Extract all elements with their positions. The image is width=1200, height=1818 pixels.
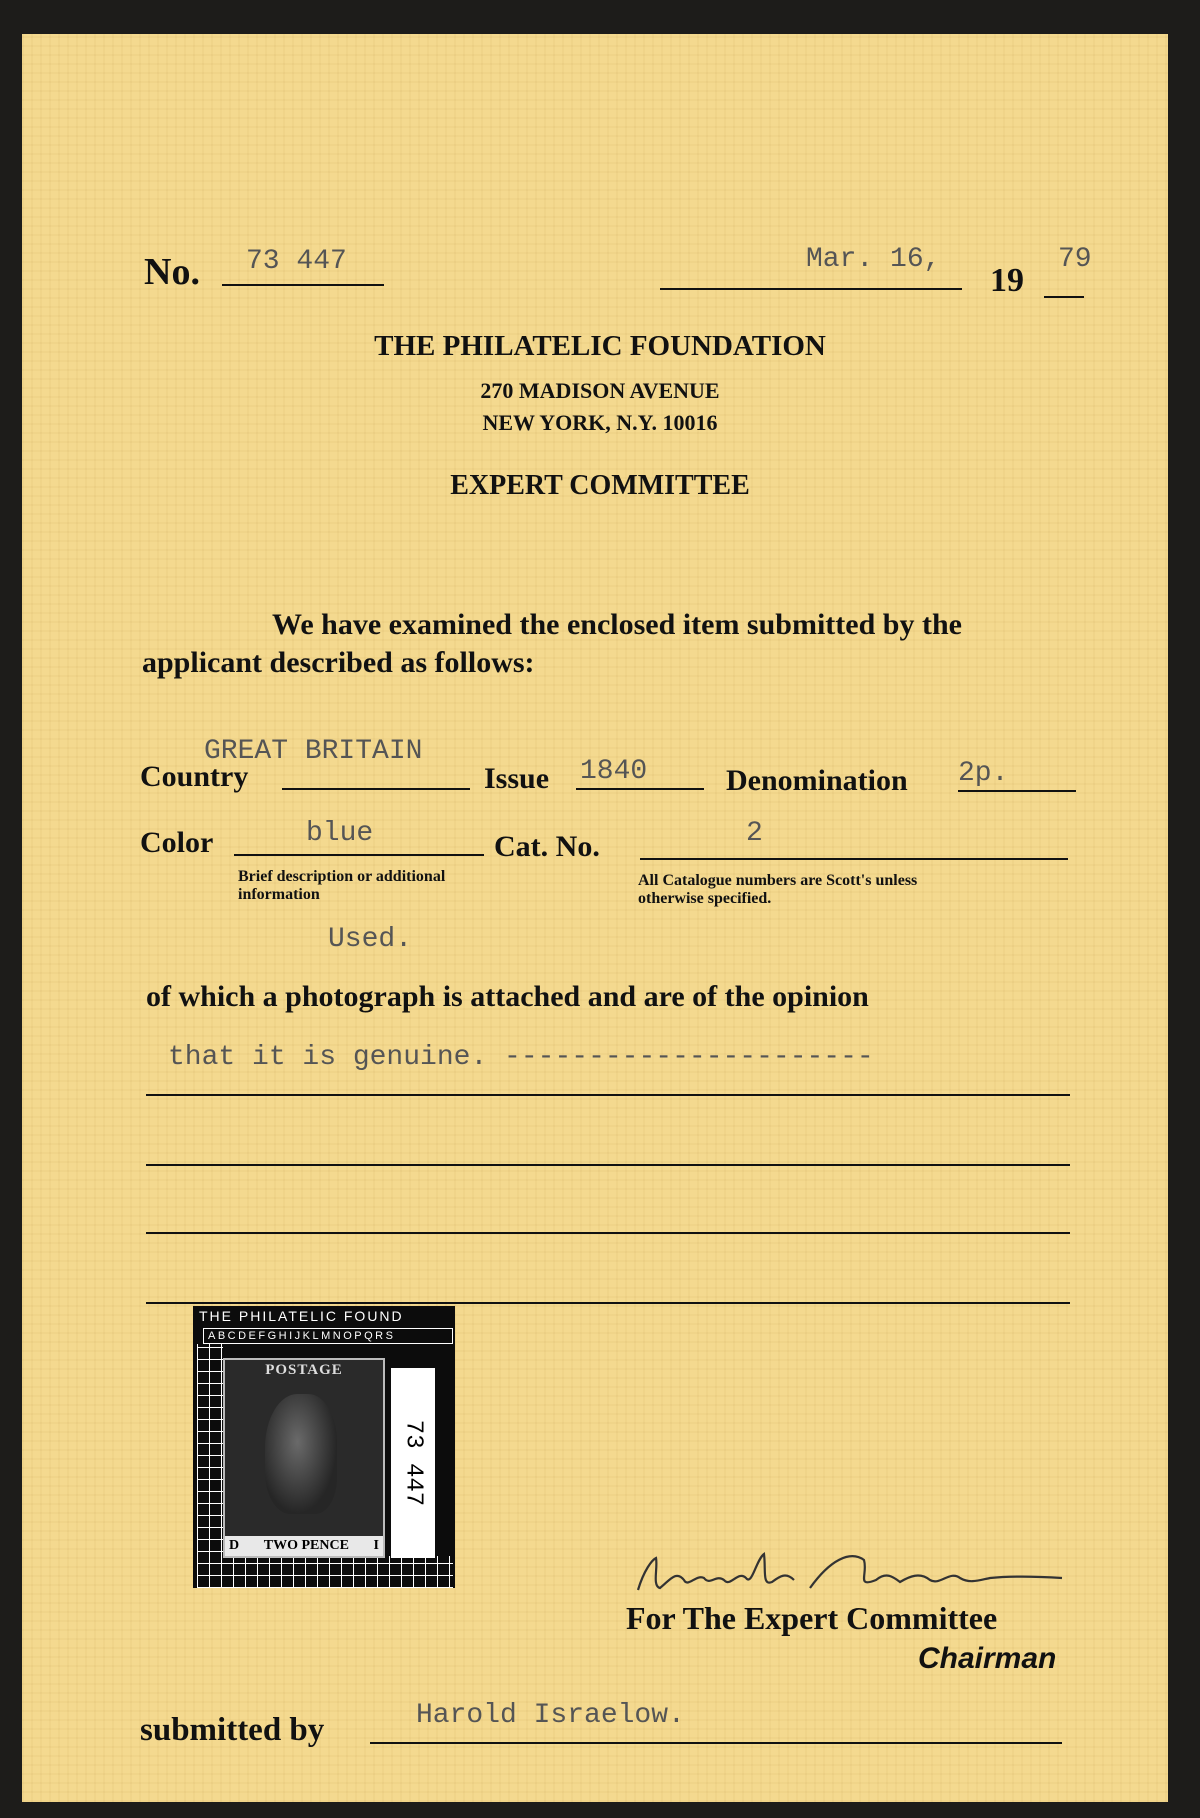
number-rule <box>222 284 384 286</box>
submitted-value: Harold Israelow. <box>416 1700 685 1731</box>
issue-value: 1840 <box>580 756 648 787</box>
submitted-label: submitted by <box>140 1712 325 1748</box>
stamp-image <box>223 1358 385 1558</box>
color-label: Color <box>140 826 214 859</box>
org-name: THE PHILATELIC FOUNDATION <box>374 330 826 362</box>
committee-line: For The Expert Committee <box>626 1600 998 1636</box>
intro-line2: applicant described as follows: <box>142 646 535 679</box>
opinion-rule-4 <box>146 1302 1070 1304</box>
denomination-rule <box>958 790 1076 792</box>
color-value: blue <box>306 818 374 849</box>
opinion-value: that it is genuine. ---------------------- <box>168 1042 874 1073</box>
corner-left: D <box>229 1538 240 1553</box>
date-rule <box>660 288 962 290</box>
stamp-bottom-text <box>225 1536 383 1556</box>
issue-label: Issue <box>484 762 550 795</box>
photo-grid-bottom <box>197 1556 453 1588</box>
country-rule <box>282 788 470 790</box>
catno-label: Cat. No. <box>494 830 600 863</box>
issue-rule <box>576 788 704 790</box>
denomination-label: Denomination <box>726 764 908 797</box>
country-label: Country <box>140 760 249 793</box>
photo-number-label: 73 447 <box>391 1368 435 1558</box>
opinion-rule-2 <box>146 1164 1070 1166</box>
photo-header: THE PHILATELIC FOUND <box>199 1308 404 1324</box>
stamp-value-text: TWO PENCE <box>263 1538 349 1553</box>
brief-desc-note: Brief description or additional information <box>238 868 446 903</box>
queen-portrait <box>265 1394 337 1514</box>
certificate-number: 73 447 <box>246 246 347 277</box>
year-rule <box>1044 296 1084 298</box>
color-rule <box>234 854 484 856</box>
chairman-signature <box>630 1530 1070 1610</box>
intro-line1: We have examined the enclosed item submitted by the <box>272 608 962 641</box>
photo-alphabet: ABCDEFGHIJKLMNOPQRS <box>203 1328 453 1344</box>
opinion-rule-3 <box>146 1232 1070 1234</box>
catalogue-note: All Catalogue numbers are Scott's unless otherwise specified. <box>638 872 918 907</box>
stamp-top-text: POSTAGE <box>265 1362 343 1378</box>
country-value: GREAT BRITAIN <box>204 736 423 767</box>
denomination-value: 2p. <box>958 758 1009 789</box>
address-line2: NEW YORK, N.Y. 10016 <box>482 410 718 435</box>
photo-grid-left <box>197 1344 223 1588</box>
address-line1: 270 MADISON AVENUE <box>480 378 720 403</box>
opinion-label: of which a photograph is attached and are of the opinion <box>146 980 869 1013</box>
committee-title: EXPERT COMMITTEE <box>450 470 750 501</box>
number-label: No. <box>144 251 200 293</box>
catno-rule <box>640 858 1068 860</box>
submitted-rule <box>370 1742 1062 1744</box>
year-suffix: 79 <box>1058 244 1092 275</box>
certificate-date: Mar. 16, <box>806 244 941 275</box>
stamp-photograph <box>193 1306 455 1588</box>
description-value: Used. <box>328 924 413 955</box>
chairman-label: Chairman <box>918 1642 1057 1675</box>
year-prefix: 19 <box>990 262 1024 299</box>
corner-right: I <box>373 1538 379 1553</box>
catno-value: 2 <box>746 818 763 849</box>
opinion-rule-1 <box>146 1094 1070 1096</box>
